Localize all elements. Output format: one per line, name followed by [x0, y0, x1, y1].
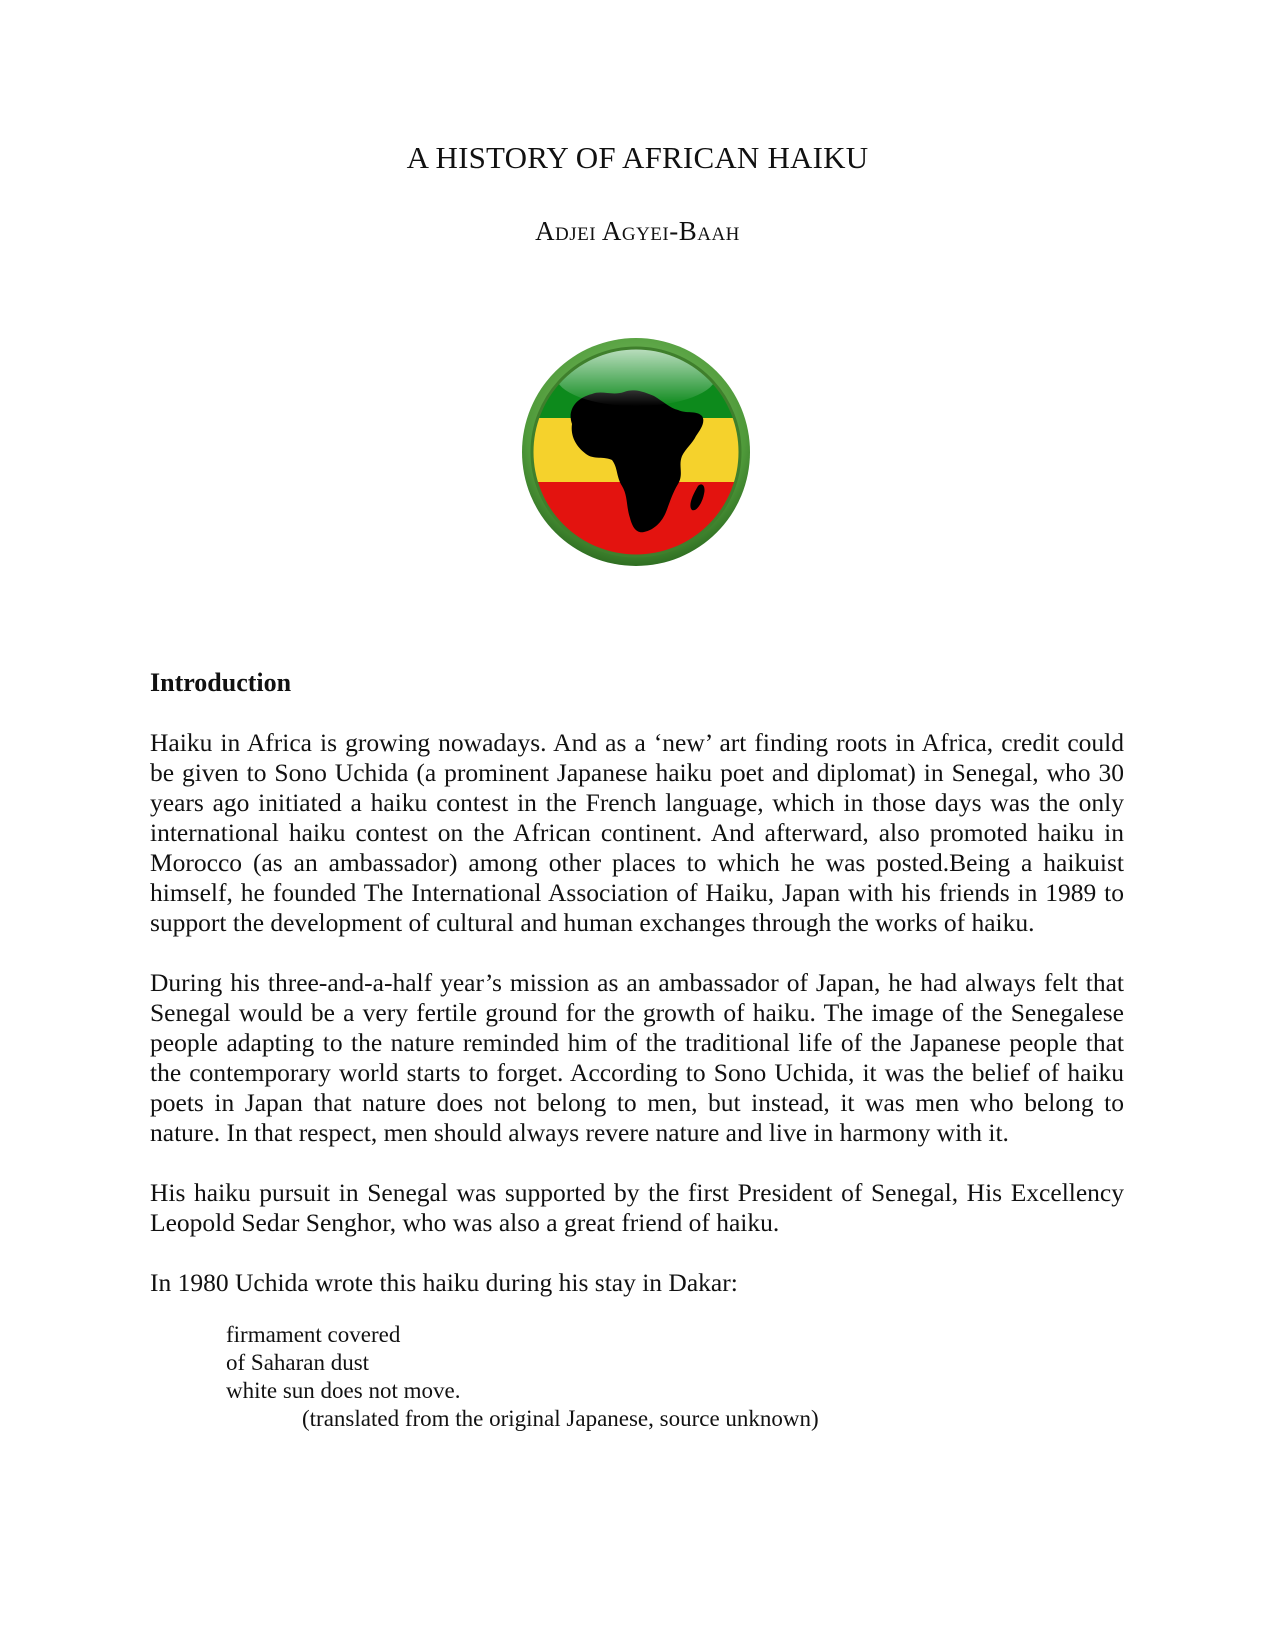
paragraph: His haiku pursuit in Senegal was supported by the first President of Senegal, His Excellency Leopold Sedar Senghor, who was also a great friend of haiku. [150, 1178, 1124, 1237]
haiku-source-note: (translated from the original Japanese, source unknown) [302, 1406, 819, 1431]
paragraph: During his three-and-a-half year’s mission as an ambassador of Japan, he had always felt that Senegal would be a very fertile ground for the growth of haiku. The image of the Senegalese people adapting to the nature reminded him of the traditional life of the Japanese people that the contemporary world starts to forget. According to Sono Uchida, it was the belief of haiku poets in Japan that nature does not belong to men, but instead, it was men who belong to nature. In that respect, men should always revere nature and live in harmony with it. [150, 968, 1124, 1147]
author-name: Adjei Agyei-Baah [535, 216, 740, 246]
africa-map-emblem-icon [520, 336, 752, 568]
document-title: A HISTORY OF AFRICAN HAIKU [406, 140, 869, 175]
haiku-poem [226, 1321, 819, 1433]
haiku-line: of Saharan dust [226, 1350, 370, 1375]
paragraph: Haiku in Africa is growing nowadays. And as a ‘new’ art finding roots in Africa, credit could be given to Sono Uchida (a prominent Japanese haiku poet and diplomat) in Senegal, who 30 years ago initiated a haiku contest in the French language, which in those days was the only international haiku contest on the African continent. And afterward, also promoted haiku in Morocco (as an ambassador) among other places to which he was posted.Being a haikuist himself, he founded The International Association of Haiku, Japan with his friends in 1989 to support the development of cultural and human exchanges through the works of haiku. [150, 728, 1124, 937]
paragraph: In 1980 Uchida wrote this haiku during his stay in Dakar: [150, 1268, 738, 1297]
haiku-line: white sun does not move. [226, 1378, 461, 1403]
haiku-line: firmament covered [226, 1322, 401, 1347]
section-heading: Introduction [150, 668, 292, 697]
